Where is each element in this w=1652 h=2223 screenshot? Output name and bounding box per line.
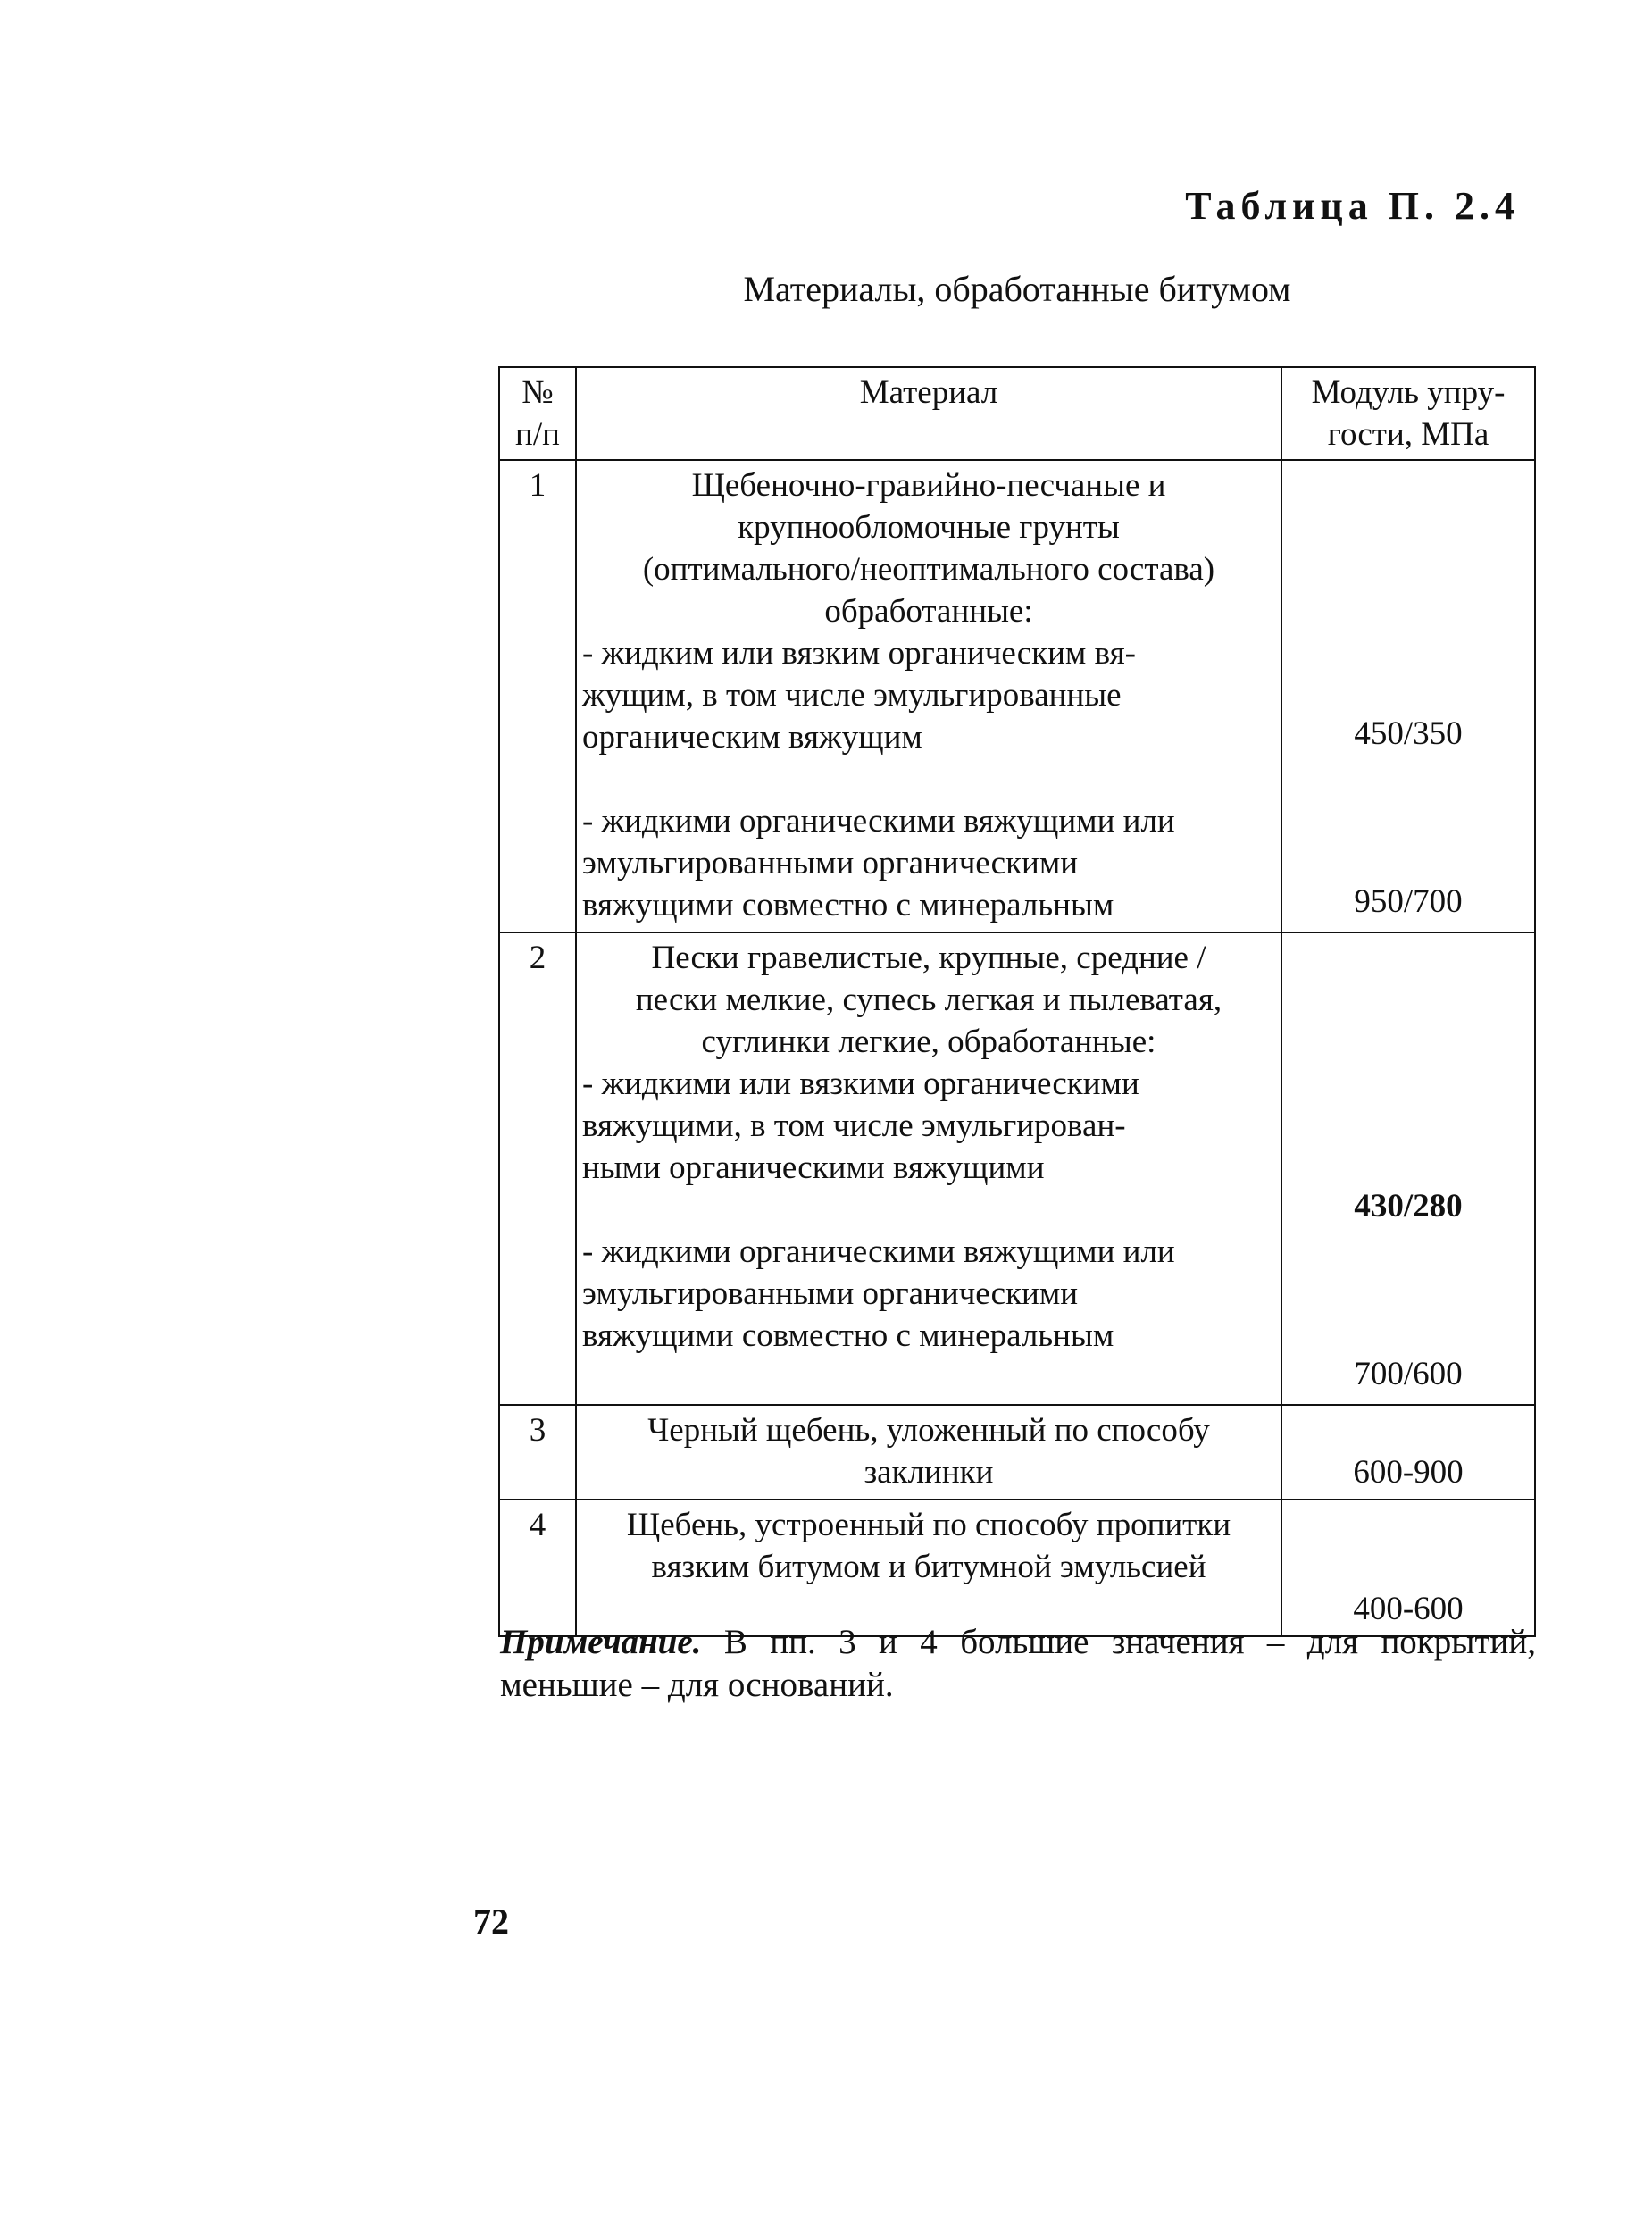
material-line: Щебеночно-гравийно-песчаные и: [691, 467, 1166, 504]
material-line: - жидкими или вязкими органическими: [582, 1066, 1139, 1102]
row-number: 4: [499, 1500, 576, 1636]
note-label: Примечание.: [500, 1623, 702, 1661]
material-line: Пески гравелистые, крупные, средние /: [651, 940, 1206, 976]
header-material: Материал: [576, 367, 1281, 460]
material-line: вяжущими, в том числе эмульгирован-: [582, 1107, 1126, 1144]
material-line: Черный щебень, уложенный по способу: [647, 1412, 1210, 1449]
row-material: [576, 460, 1281, 932]
material-line: - жидкими органическими вяжущими или: [582, 803, 1175, 840]
material-line: вяжущими совместно с минеральным: [582, 1317, 1114, 1354]
spacer: [1288, 1406, 1529, 1451]
header-modulus-line: гости, МПа: [1327, 416, 1489, 453]
row-modulus: [1281, 1405, 1535, 1500]
spacer: [582, 758, 1275, 800]
modulus-value: 430/280: [1354, 1188, 1463, 1224]
table-row: [499, 1500, 1535, 1636]
row-number: 3: [499, 1405, 576, 1500]
material-line: (оптимального/неоптимального состава): [642, 551, 1215, 588]
row-material: [576, 1405, 1281, 1500]
material-line: органическим вяжущим: [582, 719, 922, 756]
material-line: Щебень, устроенный по способу пропитки: [626, 1507, 1231, 1543]
row-number: 1: [499, 460, 576, 932]
row-modulus: [1281, 932, 1535, 1405]
material-line: суглинки легкие, обработанные:: [701, 1024, 1156, 1060]
material-line: заклинки: [864, 1454, 994, 1491]
table-row: [499, 460, 1535, 932]
header-modulus-line: Модуль упру-: [1311, 374, 1506, 411]
modulus-value: 700/600: [1354, 1356, 1463, 1392]
row-modulus: [1281, 1500, 1535, 1636]
spacer: [1288, 755, 1529, 881]
note-text: В пп. 3 и 4 большие значения – для покрытий, меньшие – для оснований.: [500, 1623, 1536, 1704]
modulus-value: 950/700: [1354, 883, 1463, 920]
page-number: 72: [473, 1901, 509, 1942]
material-line: - жидкими органическими вяжущими или: [582, 1233, 1175, 1270]
material-line: эмульгированными органическими: [582, 1275, 1079, 1312]
material-line: эмульгированными органическими: [582, 845, 1079, 882]
material-line: вяжущими совместно с минеральным: [582, 887, 1114, 923]
spacer: [1288, 1227, 1529, 1353]
row-material: [576, 1500, 1281, 1636]
header-modulus: [1281, 367, 1535, 460]
header-number-line: №: [521, 374, 554, 411]
row-number: 2: [499, 932, 576, 1405]
row-modulus: [1281, 460, 1535, 932]
table-row: [499, 1405, 1535, 1500]
material-line: вязким битумом и битумной эмульсией: [651, 1549, 1206, 1585]
material-line: пески мелкие, супесь легкая и пылеватая,: [635, 982, 1222, 1018]
table-header-row: [499, 367, 1535, 460]
header-number: [499, 367, 576, 460]
spacer: [1288, 933, 1529, 1185]
table-label: Таблица П. 2.4: [1185, 184, 1520, 228]
spacer: [1288, 461, 1529, 713]
materials-table: [498, 366, 1536, 1637]
table-row: [499, 932, 1535, 1405]
modulus-value: 450/350: [1354, 715, 1463, 752]
modulus-value: 600-900: [1353, 1454, 1464, 1491]
header-number-line: п/п: [515, 416, 560, 453]
material-line: жущим, в том числе эмульгированные: [582, 677, 1122, 714]
material-line: ными органическими вяжущими: [582, 1149, 1045, 1186]
spacer: [582, 1357, 1275, 1399]
table-title: Материалы, обработанные битумом: [743, 269, 1291, 309]
material-line: обработанные:: [824, 593, 1033, 630]
modulus-value: 400-600: [1353, 1591, 1464, 1627]
material-line: - жидким или вязким органическим вя-: [582, 635, 1136, 672]
material-line: крупнообломочные грунты: [738, 509, 1120, 546]
spacer: [582, 1189, 1275, 1231]
row-material: [576, 932, 1281, 1405]
table-note: [500, 1621, 1536, 1707]
spacer: [1288, 1500, 1529, 1588]
